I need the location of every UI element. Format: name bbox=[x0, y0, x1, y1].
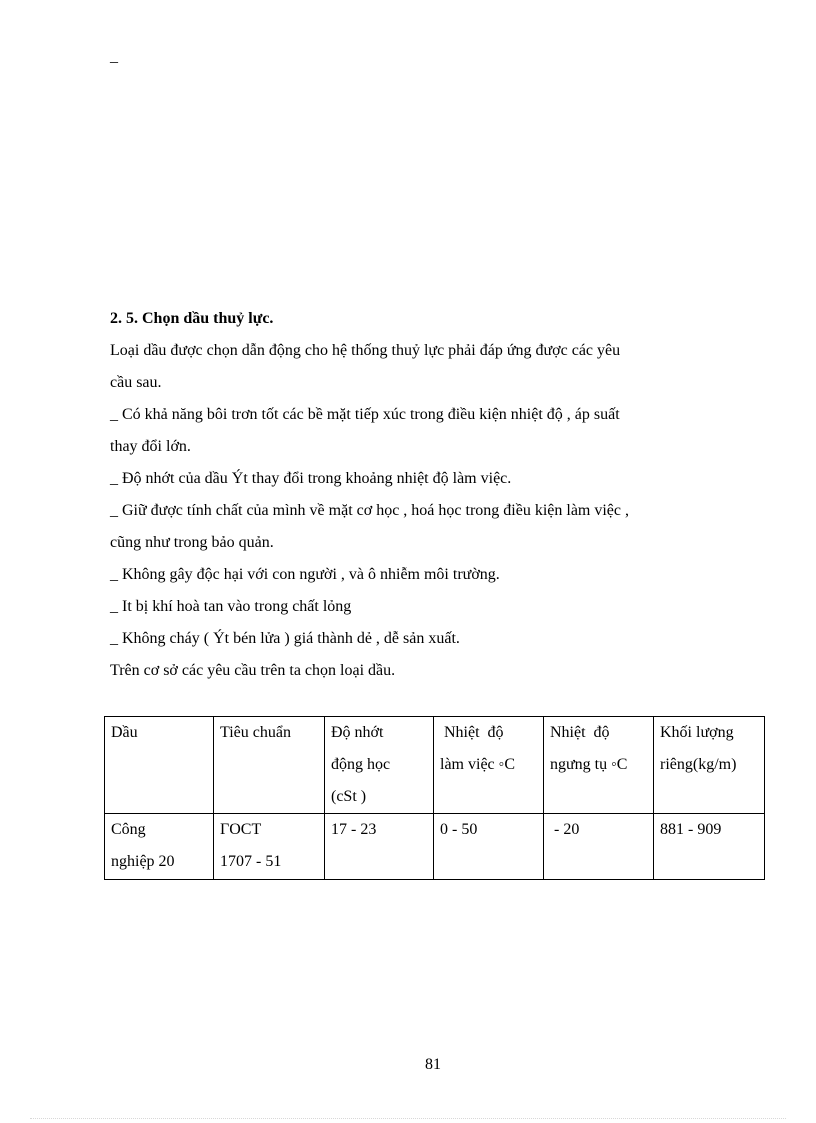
data-cell: ΓOCT 1707 - 51 bbox=[214, 814, 325, 880]
table-header-row bbox=[105, 717, 765, 814]
requirement-line: _ Giữ được tính chất của mình về mặt cơ học , hoá học trong điều kiện làm việc , bbox=[110, 502, 630, 519]
section-heading: 2. 5. Chọn dầu thuỷ lực. bbox=[110, 310, 274, 327]
requirement-line: _ Có khả năng bôi trơn tốt các bề mặt tiếp xúc trong điều kiện nhiệt độ , áp suất bbox=[110, 406, 620, 423]
page-number: 81 bbox=[425, 1056, 441, 1073]
header-cell: Tiêu chuẩn bbox=[214, 717, 325, 814]
paragraph-line: cầu sau. bbox=[110, 374, 162, 391]
oil-spec-table bbox=[104, 716, 765, 880]
requirement-line: cũng như trong bảo quản. bbox=[110, 534, 274, 551]
data-cell: 0 - 50 bbox=[434, 814, 544, 880]
requirement-line: _ Không cháy ( Ýt bén lửa ) giá thành dẻ , dễ sản xuất. bbox=[110, 630, 460, 647]
data-cell: Công nghiệp 20 bbox=[105, 814, 214, 880]
table-row bbox=[105, 814, 765, 880]
data-cell: 881 - 909 bbox=[654, 814, 765, 880]
header-cell: Nhiệt độ ngưng tụ ◦C bbox=[544, 717, 654, 814]
requirement-line: _ Không gây độc hại với con người , và ô nhiễm môi trường. bbox=[110, 566, 500, 583]
header-cell: Nhiệt độ làm việc ◦C bbox=[434, 717, 544, 814]
header-cell: Dầu bbox=[105, 717, 214, 814]
requirement-line: _ Độ nhớt của dầu Ýt thay đổi trong khoảng nhiệt độ làm việc. bbox=[110, 470, 512, 487]
conclusion-line: Trên cơ sở các yêu cầu trên ta chọn loại dầu. bbox=[110, 662, 396, 679]
requirement-line: thay đổi lớn. bbox=[110, 438, 191, 455]
top-dash-mark: _ bbox=[110, 48, 118, 65]
paragraph-line: Loại dầu được chọn dẫn động cho hệ thống thuỷ lực phải đáp ứng được các yêu bbox=[110, 342, 621, 359]
data-cell: 17 - 23 bbox=[325, 814, 434, 880]
page-bottom-divider bbox=[30, 1118, 786, 1119]
requirement-line: _ It bị khí hoà tan vào trong chất lỏng bbox=[110, 598, 352, 615]
section-body bbox=[110, 303, 730, 687]
header-cell: Độ nhớt động học (cSt ) bbox=[325, 717, 434, 814]
header-cell: Khối lượng riêng(kg/m) bbox=[654, 717, 765, 814]
data-cell: - 20 bbox=[544, 814, 654, 880]
